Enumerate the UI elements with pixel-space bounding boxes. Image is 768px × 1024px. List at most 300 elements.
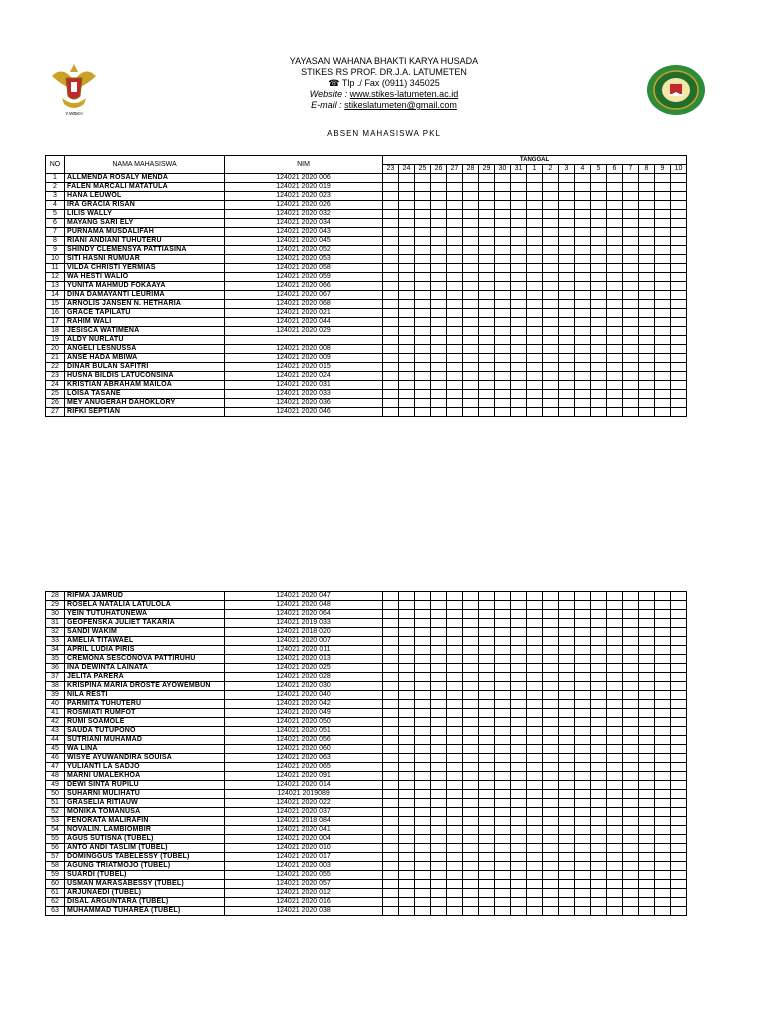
attendance-cell[interactable] <box>383 363 399 372</box>
attendance-cell[interactable] <box>399 228 415 237</box>
attendance-cell[interactable] <box>671 610 687 619</box>
attendance-cell[interactable] <box>463 219 479 228</box>
attendance-cell[interactable] <box>559 174 575 183</box>
attendance-cell[interactable] <box>431 282 447 291</box>
attendance-cell[interactable] <box>463 610 479 619</box>
attendance-cell[interactable] <box>511 246 527 255</box>
attendance-cell[interactable] <box>495 246 511 255</box>
attendance-cell[interactable] <box>527 880 543 889</box>
attendance-cell[interactable] <box>399 898 415 907</box>
attendance-cell[interactable] <box>447 889 463 898</box>
attendance-cell[interactable] <box>655 844 671 853</box>
attendance-cell[interactable] <box>399 880 415 889</box>
attendance-cell[interactable] <box>479 646 495 655</box>
attendance-cell[interactable] <box>623 354 639 363</box>
attendance-cell[interactable] <box>495 601 511 610</box>
attendance-cell[interactable] <box>431 853 447 862</box>
attendance-cell[interactable] <box>511 736 527 745</box>
attendance-cell[interactable] <box>479 898 495 907</box>
attendance-cell[interactable] <box>591 898 607 907</box>
attendance-cell[interactable] <box>655 691 671 700</box>
attendance-cell[interactable] <box>575 817 591 826</box>
attendance-cell[interactable] <box>527 201 543 210</box>
attendance-cell[interactable] <box>511 718 527 727</box>
attendance-cell[interactable] <box>463 907 479 916</box>
attendance-cell[interactable] <box>447 628 463 637</box>
attendance-cell[interactable] <box>399 664 415 673</box>
attendance-cell[interactable] <box>559 300 575 309</box>
attendance-cell[interactable] <box>607 282 623 291</box>
attendance-cell[interactable] <box>671 637 687 646</box>
attendance-cell[interactable] <box>447 745 463 754</box>
attendance-cell[interactable] <box>623 700 639 709</box>
attendance-cell[interactable] <box>463 682 479 691</box>
attendance-cell[interactable] <box>591 592 607 601</box>
attendance-cell[interactable] <box>607 763 623 772</box>
attendance-cell[interactable] <box>655 736 671 745</box>
attendance-cell[interactable] <box>639 354 655 363</box>
attendance-cell[interactable] <box>591 736 607 745</box>
attendance-cell[interactable] <box>559 763 575 772</box>
attendance-cell[interactable] <box>383 282 399 291</box>
attendance-cell[interactable] <box>671 219 687 228</box>
attendance-cell[interactable] <box>559 853 575 862</box>
attendance-cell[interactable] <box>559 745 575 754</box>
attendance-cell[interactable] <box>591 718 607 727</box>
attendance-cell[interactable] <box>415 637 431 646</box>
attendance-cell[interactable] <box>575 592 591 601</box>
attendance-cell[interactable] <box>623 246 639 255</box>
attendance-cell[interactable] <box>559 336 575 345</box>
attendance-cell[interactable] <box>447 228 463 237</box>
attendance-cell[interactable] <box>383 745 399 754</box>
attendance-cell[interactable] <box>399 264 415 273</box>
attendance-cell[interactable] <box>447 255 463 264</box>
attendance-cell[interactable] <box>543 336 559 345</box>
attendance-cell[interactable] <box>559 826 575 835</box>
attendance-cell[interactable] <box>575 327 591 336</box>
attendance-cell[interactable] <box>543 601 559 610</box>
attendance-cell[interactable] <box>463 381 479 390</box>
attendance-cell[interactable] <box>527 673 543 682</box>
attendance-cell[interactable] <box>607 246 623 255</box>
attendance-cell[interactable] <box>399 862 415 871</box>
attendance-cell[interactable] <box>511 336 527 345</box>
attendance-cell[interactable] <box>495 291 511 300</box>
attendance-cell[interactable] <box>431 781 447 790</box>
attendance-cell[interactable] <box>415 880 431 889</box>
attendance-cell[interactable] <box>479 345 495 354</box>
attendance-cell[interactable] <box>591 372 607 381</box>
attendance-cell[interactable] <box>511 781 527 790</box>
attendance-cell[interactable] <box>591 817 607 826</box>
attendance-cell[interactable] <box>639 727 655 736</box>
attendance-cell[interactable] <box>463 727 479 736</box>
attendance-cell[interactable] <box>383 264 399 273</box>
attendance-cell[interactable] <box>607 907 623 916</box>
attendance-cell[interactable] <box>623 844 639 853</box>
attendance-cell[interactable] <box>527 637 543 646</box>
attendance-cell[interactable] <box>591 291 607 300</box>
attendance-cell[interactable] <box>543 183 559 192</box>
attendance-cell[interactable] <box>607 201 623 210</box>
attendance-cell[interactable] <box>559 736 575 745</box>
attendance-cell[interactable] <box>655 682 671 691</box>
attendance-cell[interactable] <box>543 372 559 381</box>
attendance-cell[interactable] <box>607 871 623 880</box>
attendance-cell[interactable] <box>399 210 415 219</box>
attendance-cell[interactable] <box>495 628 511 637</box>
attendance-cell[interactable] <box>639 754 655 763</box>
attendance-cell[interactable] <box>575 799 591 808</box>
attendance-cell[interactable] <box>511 664 527 673</box>
attendance-cell[interactable] <box>543 201 559 210</box>
attendance-cell[interactable] <box>543 817 559 826</box>
attendance-cell[interactable] <box>543 907 559 916</box>
attendance-cell[interactable] <box>415 727 431 736</box>
attendance-cell[interactable] <box>447 853 463 862</box>
attendance-cell[interactable] <box>607 727 623 736</box>
attendance-cell[interactable] <box>543 354 559 363</box>
attendance-cell[interactable] <box>527 255 543 264</box>
attendance-cell[interactable] <box>447 336 463 345</box>
attendance-cell[interactable] <box>671 880 687 889</box>
attendance-cell[interactable] <box>479 282 495 291</box>
attendance-cell[interactable] <box>399 709 415 718</box>
attendance-cell[interactable] <box>655 282 671 291</box>
attendance-cell[interactable] <box>511 264 527 273</box>
attendance-cell[interactable] <box>623 372 639 381</box>
attendance-cell[interactable] <box>607 700 623 709</box>
attendance-cell[interactable] <box>559 619 575 628</box>
attendance-cell[interactable] <box>559 408 575 417</box>
attendance-cell[interactable] <box>623 682 639 691</box>
attendance-cell[interactable] <box>479 718 495 727</box>
attendance-cell[interactable] <box>431 592 447 601</box>
attendance-cell[interactable] <box>671 853 687 862</box>
attendance-cell[interactable] <box>671 718 687 727</box>
attendance-cell[interactable] <box>559 255 575 264</box>
attendance-cell[interactable] <box>559 718 575 727</box>
attendance-cell[interactable] <box>447 390 463 399</box>
attendance-cell[interactable] <box>415 390 431 399</box>
attendance-cell[interactable] <box>575 772 591 781</box>
attendance-cell[interactable] <box>639 372 655 381</box>
attendance-cell[interactable] <box>671 336 687 345</box>
attendance-cell[interactable] <box>431 192 447 201</box>
attendance-cell[interactable] <box>415 673 431 682</box>
attendance-cell[interactable] <box>463 790 479 799</box>
attendance-cell[interactable] <box>511 871 527 880</box>
attendance-cell[interactable] <box>671 228 687 237</box>
attendance-cell[interactable] <box>431 210 447 219</box>
attendance-cell[interactable] <box>383 255 399 264</box>
attendance-cell[interactable] <box>639 327 655 336</box>
attendance-cell[interactable] <box>655 853 671 862</box>
attendance-cell[interactable] <box>591 682 607 691</box>
attendance-cell[interactable] <box>431 309 447 318</box>
attendance-cell[interactable] <box>447 646 463 655</box>
attendance-cell[interactable] <box>591 354 607 363</box>
attendance-cell[interactable] <box>495 727 511 736</box>
attendance-cell[interactable] <box>655 309 671 318</box>
attendance-cell[interactable] <box>431 898 447 907</box>
website-link[interactable]: www.stikes-latumeten.ac.id <box>349 89 459 99</box>
attendance-cell[interactable] <box>447 273 463 282</box>
attendance-cell[interactable] <box>399 592 415 601</box>
attendance-cell[interactable] <box>575 201 591 210</box>
attendance-cell[interactable] <box>543 862 559 871</box>
attendance-cell[interactable] <box>495 781 511 790</box>
attendance-cell[interactable] <box>591 327 607 336</box>
attendance-cell[interactable] <box>671 862 687 871</box>
attendance-cell[interactable] <box>671 246 687 255</box>
attendance-cell[interactable] <box>591 637 607 646</box>
attendance-cell[interactable] <box>447 682 463 691</box>
attendance-cell[interactable] <box>623 237 639 246</box>
attendance-cell[interactable] <box>399 835 415 844</box>
attendance-cell[interactable] <box>607 390 623 399</box>
attendance-cell[interactable] <box>447 345 463 354</box>
attendance-cell[interactable] <box>575 336 591 345</box>
attendance-cell[interactable] <box>447 781 463 790</box>
attendance-cell[interactable] <box>543 174 559 183</box>
attendance-cell[interactable] <box>463 844 479 853</box>
attendance-cell[interactable] <box>415 183 431 192</box>
attendance-cell[interactable] <box>575 880 591 889</box>
attendance-cell[interactable] <box>447 898 463 907</box>
attendance-cell[interactable] <box>639 174 655 183</box>
attendance-cell[interactable] <box>399 601 415 610</box>
attendance-cell[interactable] <box>447 327 463 336</box>
attendance-cell[interactable] <box>479 736 495 745</box>
attendance-cell[interactable] <box>447 291 463 300</box>
attendance-cell[interactable] <box>527 763 543 772</box>
attendance-cell[interactable] <box>671 781 687 790</box>
attendance-cell[interactable] <box>639 318 655 327</box>
attendance-cell[interactable] <box>415 691 431 700</box>
attendance-cell[interactable] <box>527 727 543 736</box>
attendance-cell[interactable] <box>511 889 527 898</box>
attendance-cell[interactable] <box>591 318 607 327</box>
attendance-cell[interactable] <box>447 862 463 871</box>
attendance-cell[interactable] <box>671 255 687 264</box>
attendance-cell[interactable] <box>559 646 575 655</box>
attendance-cell[interactable] <box>415 291 431 300</box>
attendance-cell[interactable] <box>431 408 447 417</box>
attendance-cell[interactable] <box>575 228 591 237</box>
attendance-cell[interactable] <box>623 655 639 664</box>
attendance-cell[interactable] <box>463 628 479 637</box>
attendance-cell[interactable] <box>463 754 479 763</box>
attendance-cell[interactable] <box>431 790 447 799</box>
attendance-cell[interactable] <box>607 408 623 417</box>
attendance-cell[interactable] <box>511 318 527 327</box>
attendance-cell[interactable] <box>495 372 511 381</box>
attendance-cell[interactable] <box>495 363 511 372</box>
attendance-cell[interactable] <box>511 592 527 601</box>
attendance-cell[interactable] <box>383 237 399 246</box>
attendance-cell[interactable] <box>415 682 431 691</box>
attendance-cell[interactable] <box>463 646 479 655</box>
attendance-cell[interactable] <box>383 646 399 655</box>
attendance-cell[interactable] <box>623 300 639 309</box>
attendance-cell[interactable] <box>575 682 591 691</box>
attendance-cell[interactable] <box>623 255 639 264</box>
attendance-cell[interactable] <box>671 826 687 835</box>
attendance-cell[interactable] <box>463 192 479 201</box>
attendance-cell[interactable] <box>447 381 463 390</box>
attendance-cell[interactable] <box>479 201 495 210</box>
attendance-cell[interactable] <box>383 781 399 790</box>
attendance-cell[interactable] <box>399 817 415 826</box>
attendance-cell[interactable] <box>575 736 591 745</box>
attendance-cell[interactable] <box>399 345 415 354</box>
attendance-cell[interactable] <box>543 390 559 399</box>
attendance-cell[interactable] <box>575 318 591 327</box>
attendance-cell[interactable] <box>607 210 623 219</box>
attendance-cell[interactable] <box>415 363 431 372</box>
attendance-cell[interactable] <box>591 772 607 781</box>
attendance-cell[interactable] <box>511 601 527 610</box>
attendance-cell[interactable] <box>639 336 655 345</box>
attendance-cell[interactable] <box>415 408 431 417</box>
attendance-cell[interactable] <box>591 300 607 309</box>
attendance-cell[interactable] <box>511 354 527 363</box>
attendance-cell[interactable] <box>431 228 447 237</box>
attendance-cell[interactable] <box>479 844 495 853</box>
attendance-cell[interactable] <box>495 354 511 363</box>
attendance-cell[interactable] <box>639 246 655 255</box>
attendance-cell[interactable] <box>479 363 495 372</box>
attendance-cell[interactable] <box>399 754 415 763</box>
attendance-cell[interactable] <box>511 282 527 291</box>
attendance-cell[interactable] <box>495 682 511 691</box>
attendance-cell[interactable] <box>575 862 591 871</box>
attendance-cell[interactable] <box>511 390 527 399</box>
attendance-cell[interactable] <box>415 300 431 309</box>
attendance-cell[interactable] <box>511 273 527 282</box>
attendance-cell[interactable] <box>431 300 447 309</box>
attendance-cell[interactable] <box>431 646 447 655</box>
attendance-cell[interactable] <box>623 408 639 417</box>
attendance-cell[interactable] <box>655 192 671 201</box>
attendance-cell[interactable] <box>527 871 543 880</box>
attendance-cell[interactable] <box>447 592 463 601</box>
attendance-cell[interactable] <box>575 309 591 318</box>
attendance-cell[interactable] <box>559 628 575 637</box>
attendance-cell[interactable] <box>511 183 527 192</box>
attendance-cell[interactable] <box>671 282 687 291</box>
attendance-cell[interactable] <box>431 628 447 637</box>
attendance-cell[interactable] <box>383 772 399 781</box>
attendance-cell[interactable] <box>511 255 527 264</box>
attendance-cell[interactable] <box>639 291 655 300</box>
attendance-cell[interactable] <box>623 763 639 772</box>
attendance-cell[interactable] <box>671 363 687 372</box>
attendance-cell[interactable] <box>463 327 479 336</box>
attendance-cell[interactable] <box>575 390 591 399</box>
attendance-cell[interactable] <box>527 237 543 246</box>
attendance-cell[interactable] <box>527 408 543 417</box>
attendance-cell[interactable] <box>399 736 415 745</box>
attendance-cell[interactable] <box>575 826 591 835</box>
attendance-cell[interactable] <box>479 273 495 282</box>
attendance-cell[interactable] <box>591 219 607 228</box>
attendance-cell[interactable] <box>463 817 479 826</box>
attendance-cell[interactable] <box>623 381 639 390</box>
attendance-cell[interactable] <box>415 781 431 790</box>
attendance-cell[interactable] <box>479 318 495 327</box>
attendance-cell[interactable] <box>639 736 655 745</box>
attendance-cell[interactable] <box>463 862 479 871</box>
attendance-cell[interactable] <box>671 889 687 898</box>
attendance-cell[interactable] <box>511 210 527 219</box>
attendance-cell[interactable] <box>623 619 639 628</box>
attendance-cell[interactable] <box>639 673 655 682</box>
attendance-cell[interactable] <box>671 709 687 718</box>
attendance-cell[interactable] <box>431 273 447 282</box>
attendance-cell[interactable] <box>623 826 639 835</box>
attendance-cell[interactable] <box>607 745 623 754</box>
attendance-cell[interactable] <box>415 664 431 673</box>
attendance-cell[interactable] <box>543 799 559 808</box>
attendance-cell[interactable] <box>639 691 655 700</box>
attendance-cell[interactable] <box>511 862 527 871</box>
attendance-cell[interactable] <box>607 399 623 408</box>
attendance-cell[interactable] <box>591 399 607 408</box>
attendance-cell[interactable] <box>511 880 527 889</box>
attendance-cell[interactable] <box>639 237 655 246</box>
attendance-cell[interactable] <box>607 862 623 871</box>
attendance-cell[interactable] <box>415 174 431 183</box>
attendance-cell[interactable] <box>527 718 543 727</box>
attendance-cell[interactable] <box>495 664 511 673</box>
attendance-cell[interactable] <box>575 372 591 381</box>
attendance-cell[interactable] <box>671 817 687 826</box>
attendance-cell[interactable] <box>511 817 527 826</box>
attendance-cell[interactable] <box>639 345 655 354</box>
attendance-cell[interactable] <box>543 192 559 201</box>
attendance-cell[interactable] <box>415 610 431 619</box>
attendance-cell[interactable] <box>575 399 591 408</box>
attendance-cell[interactable] <box>527 898 543 907</box>
attendance-cell[interactable] <box>399 907 415 916</box>
attendance-cell[interactable] <box>559 907 575 916</box>
attendance-cell[interactable] <box>623 799 639 808</box>
attendance-cell[interactable] <box>655 745 671 754</box>
attendance-cell[interactable] <box>639 664 655 673</box>
attendance-cell[interactable] <box>543 772 559 781</box>
attendance-cell[interactable] <box>575 354 591 363</box>
attendance-cell[interactable] <box>415 844 431 853</box>
attendance-cell[interactable] <box>543 727 559 736</box>
attendance-cell[interactable] <box>495 318 511 327</box>
attendance-cell[interactable] <box>575 709 591 718</box>
attendance-cell[interactable] <box>479 826 495 835</box>
attendance-cell[interactable] <box>623 727 639 736</box>
attendance-cell[interactable] <box>671 907 687 916</box>
attendance-cell[interactable] <box>655 399 671 408</box>
attendance-cell[interactable] <box>463 336 479 345</box>
attendance-cell[interactable] <box>383 610 399 619</box>
attendance-cell[interactable] <box>575 601 591 610</box>
attendance-cell[interactable] <box>463 772 479 781</box>
attendance-cell[interactable] <box>463 354 479 363</box>
attendance-cell[interactable] <box>639 601 655 610</box>
attendance-cell[interactable] <box>591 363 607 372</box>
attendance-cell[interactable] <box>671 399 687 408</box>
